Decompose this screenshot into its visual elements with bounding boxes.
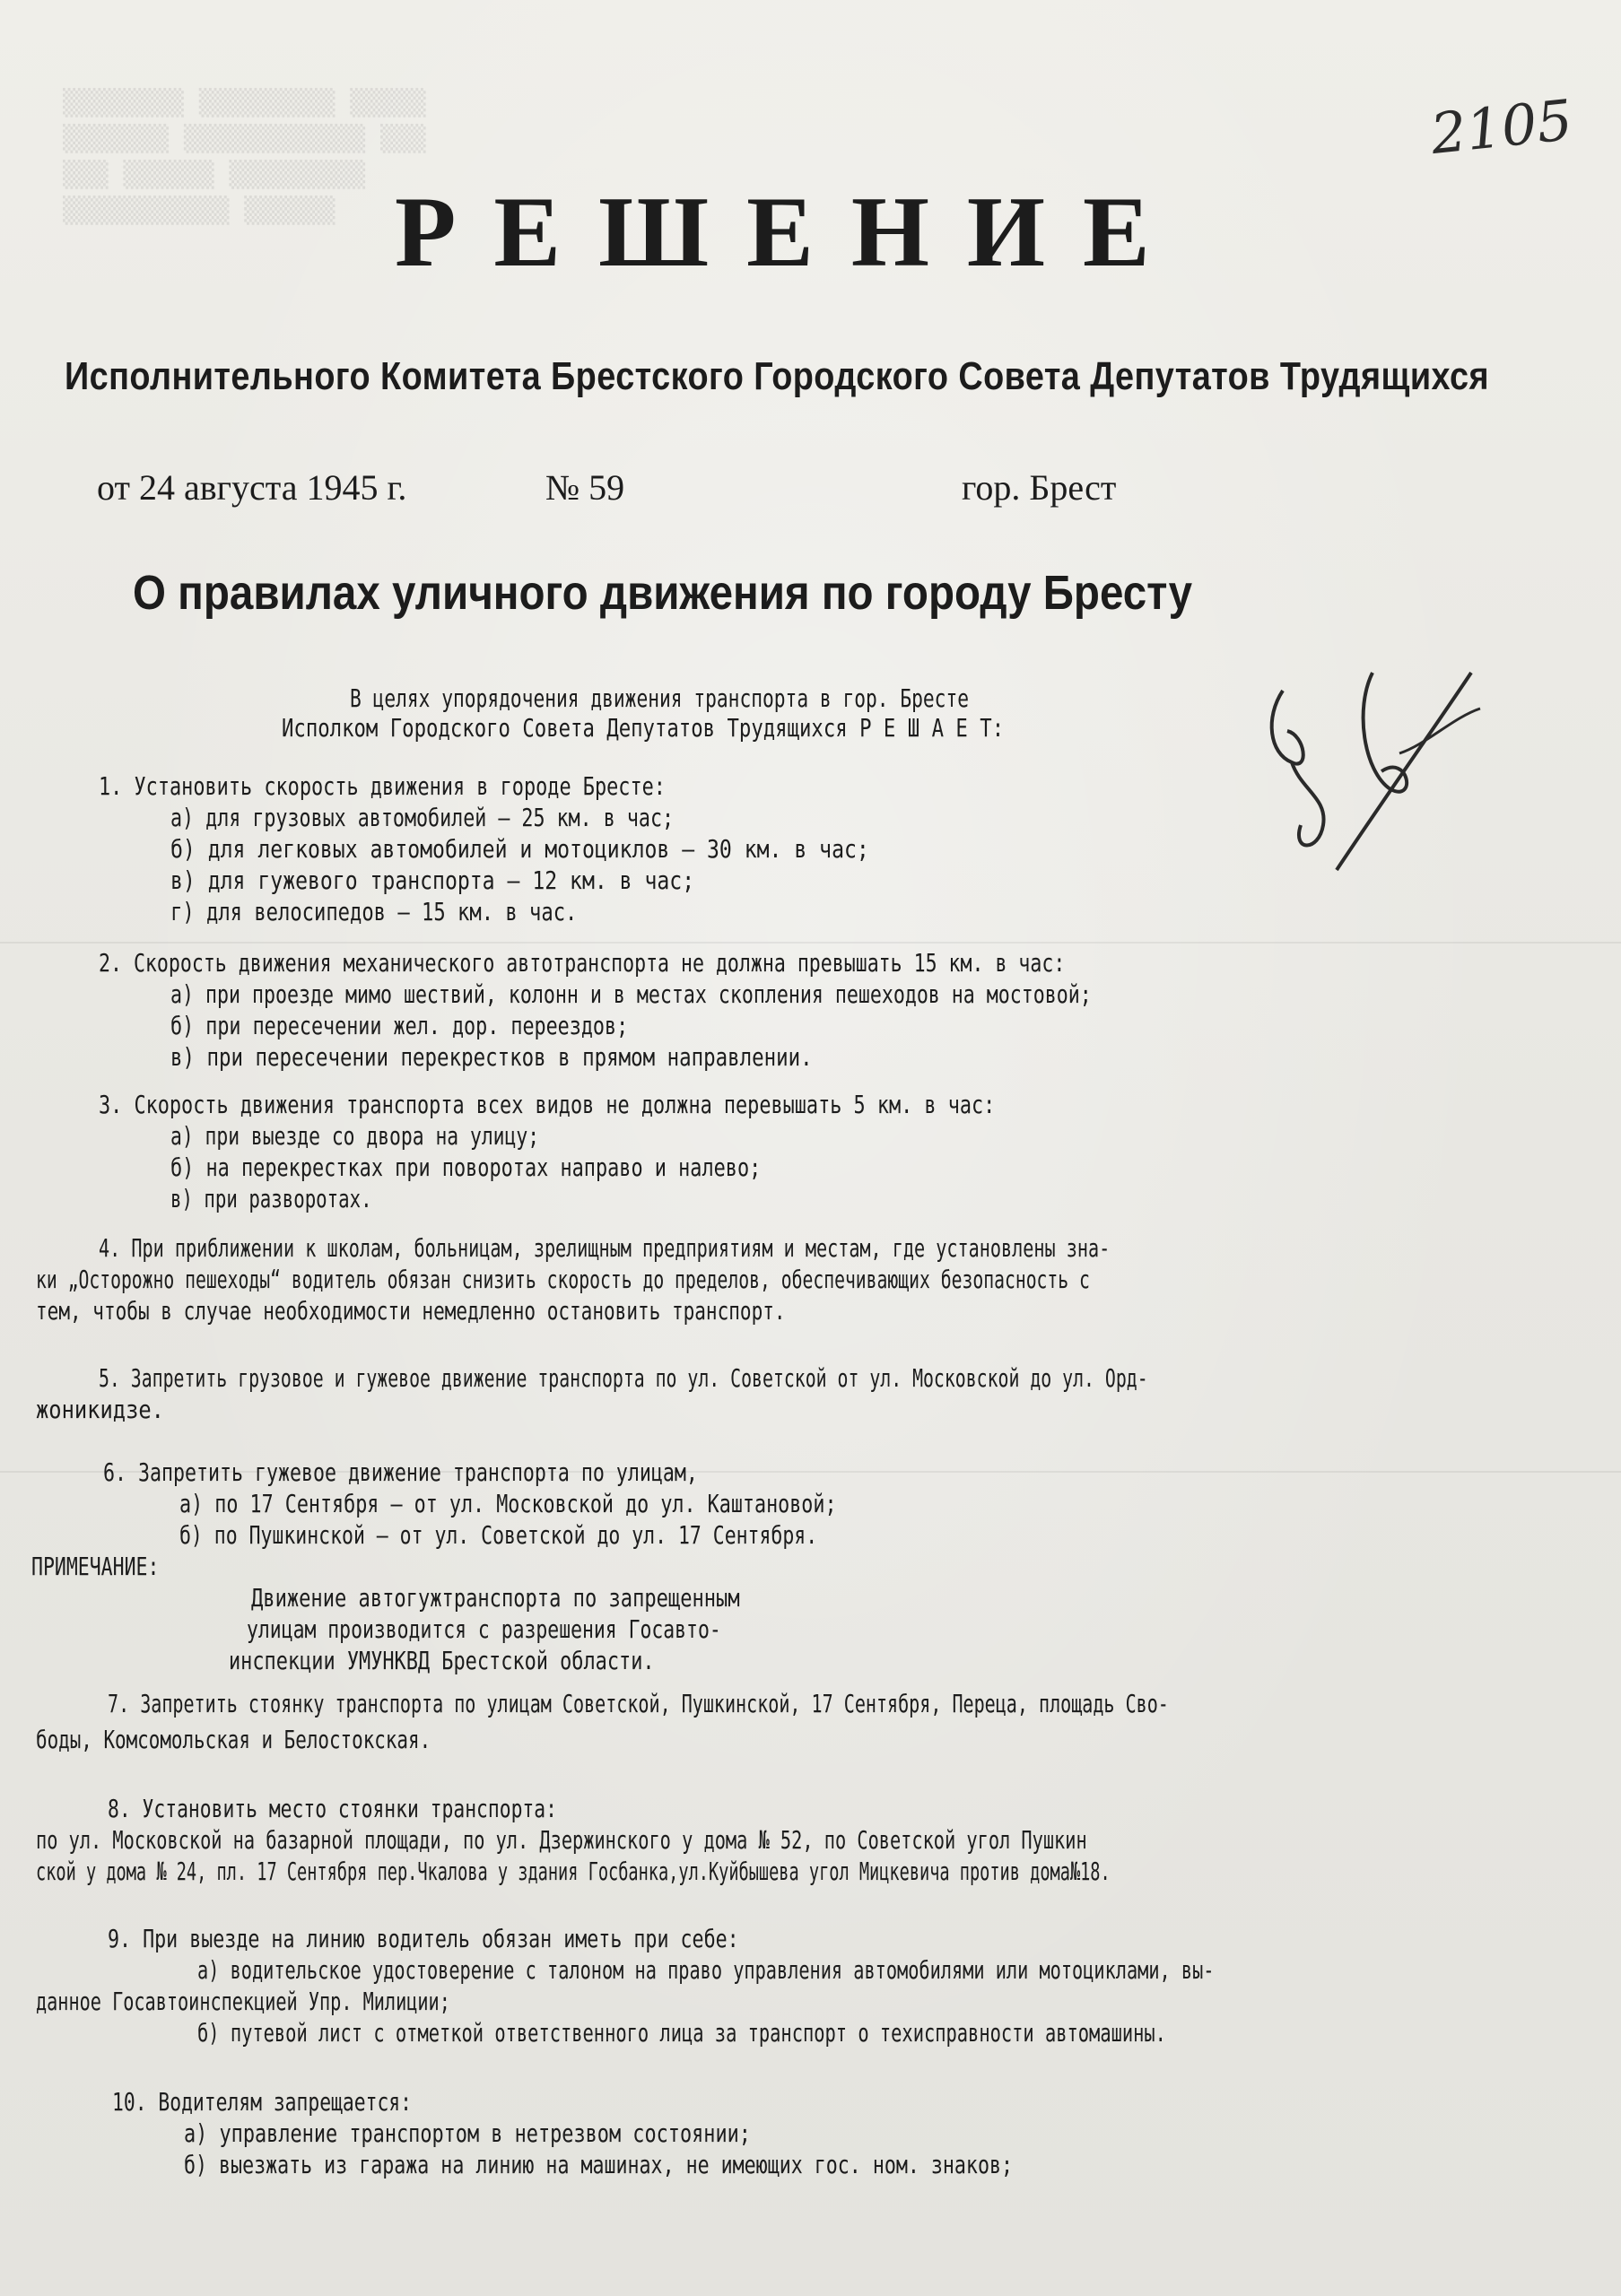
item-8: по ул. Московской на базарной площади, по ул. Дзержинского у дома № 52, по Советской угол Пушкин — [36, 1825, 1087, 1855]
item-10a: а) управление транспортом в нетрезвом состоянии; — [184, 2118, 751, 2148]
item-4: 4. При приближении к школам, больницам, зрелищным предприятиям и местам, где установлены зна- — [99, 1233, 1111, 1263]
item-9a: данное Госавтоинспекцией Упр. Милиции; — [36, 1987, 450, 2016]
item-8: 8. Установить место стоянки транспорта: — [108, 1794, 557, 1823]
document-heading: О правилах уличного движения по городу Бресту — [133, 566, 1193, 620]
bleed-through-text: ▒▒▒▒▒▒▒▒ ▒▒▒▒▒▒▒▒▒ ▒▒▒▒▒ ▒▒▒▒▒▒▒ ▒▒▒▒▒▒▒▒▒▒▒▒ ▒▒▒ ▒▒▒ ▒▒▒▒▒▒ ▒▒▒▒▒▒▒▒▒ ▒▒▒▒▒▒▒▒▒▒▒ ▒▒▒▒▒▒ — [63, 88, 426, 225]
item-1: 1. Установить скорость движения в городе Бресте: — [99, 771, 666, 801]
item-10b: б) выезжать из гаража на линию на машинах, не имеющих гос. ном. знаков; — [184, 2150, 1013, 2179]
item-3c: в) при разворотах. — [170, 1184, 372, 1213]
item-10: 10. Водителям запрещается: — [112, 2087, 412, 2117]
note-text: Движение автогужтранспорта по запрещенным — [251, 1583, 740, 1613]
preamble-line: Исполком Городского Совета Депутатов Трудящихся Р Е Ш А Е Т: — [282, 713, 1005, 743]
item-1a: а) для грузовых автомобилей — 25 км. в час; — [170, 803, 675, 832]
item-3b: б) на перекрестках при поворотах направо и налево; — [170, 1152, 762, 1182]
handwritten-signature — [1238, 646, 1507, 897]
item-9a: а) водительское удостоверение с талоном на право управления автомобилями или мотоциклами, вы- — [197, 1955, 1215, 1985]
paper-fold — [0, 942, 1621, 944]
document-place: гор. Брест — [962, 467, 1117, 508]
item-6: 6. Запретить гужевое движение транспорта по улицам, — [103, 1457, 698, 1487]
item-6b: б) по Пушкинской — от ул. Советской до ул. 17 Сентября. — [179, 1520, 818, 1550]
issuing-body: Исполнительного Комитета Брестского Городского Совета Депутатов Трудящихся — [65, 354, 1490, 398]
archive-number: 2105 — [1427, 86, 1576, 168]
preamble-line: В целях упорядочения движения транспорта в гор. Бресте — [350, 683, 970, 713]
item-5: жоникидзе. — [36, 1395, 164, 1424]
item-2: 2. Скорость движения механического автотранспорта не должна превышать 15 км. в час: — [99, 948, 1066, 978]
document-date: от 24 августа 1945 г. — [97, 467, 407, 508]
item-7: боды, Комсомольская и Белостокская. — [36, 1725, 431, 1754]
item-3: 3. Скорость движения транспорта всех видов не должна перевышать 5 км. в час: — [99, 1090, 996, 1119]
item-4: ки „Осторожно пешеходы“ водитель обязан снизить скорость до пределов, обеспечивающих безопасность с — [36, 1265, 1090, 1294]
item-2c: в) при пересечении перекрестков в прямом направлении. — [170, 1042, 813, 1072]
note-text: инспекции УМУНКВД Брестской области. — [229, 1646, 655, 1675]
item-1c: в) для гужевого транспорта — 12 км. в час; — [170, 865, 695, 895]
document-number: № 59 — [545, 467, 625, 508]
item-5: 5. Запретить грузовое и гужевое движение транспорта по ул. Советской от ул. Московской до ул. Орд- — [99, 1363, 1148, 1393]
item-6a: а) по 17 Сентября — от ул. Московской до ул. Каштановой; — [179, 1489, 837, 1518]
item-1b: б) для легковых автомобилей и мотоциклов — 30 км. в час; — [170, 834, 869, 864]
item-4: тем, чтобы в случае необходимости немедленно остановить транспорт. — [36, 1296, 786, 1326]
item-2a: а) при проезде мимо шествий, колонн и в местах скопления пешеходов на мостовой; — [170, 979, 1092, 1009]
item-9b: б) путевой лист с отметкой ответственного лица за транспорт о техисправности автомашины. — [197, 2018, 1166, 2048]
item-7: 7. Запретить стоянку транспорта по улицам Советской, Пушкинской, 17 Сентября, Переца, площадь Сво- — [108, 1689, 1169, 1718]
item-2b: б) при пересечении жел. дор. переездов; — [170, 1011, 629, 1040]
note-text: улицам производится с разрешения Госавто- — [247, 1614, 721, 1644]
document-title: РЕШЕНИЕ — [395, 177, 1188, 288]
item-1d: г) для велосипедов — 15 км. в час. — [170, 897, 578, 926]
note-label: ПРИМЕЧАНИЕ: — [31, 1552, 160, 1581]
item-8: ской у дома № 24, пл. 17 Сентября пер.Чкалова у здания Госбанка,ул.Куйбышева угол Мицкевича против дома№18. — [36, 1857, 1111, 1886]
item-3a: а) при выезде со двора на улицу; — [170, 1121, 540, 1151]
item-9: 9. При выезде на линию водитель обязан иметь при себе: — [108, 1924, 739, 1953]
